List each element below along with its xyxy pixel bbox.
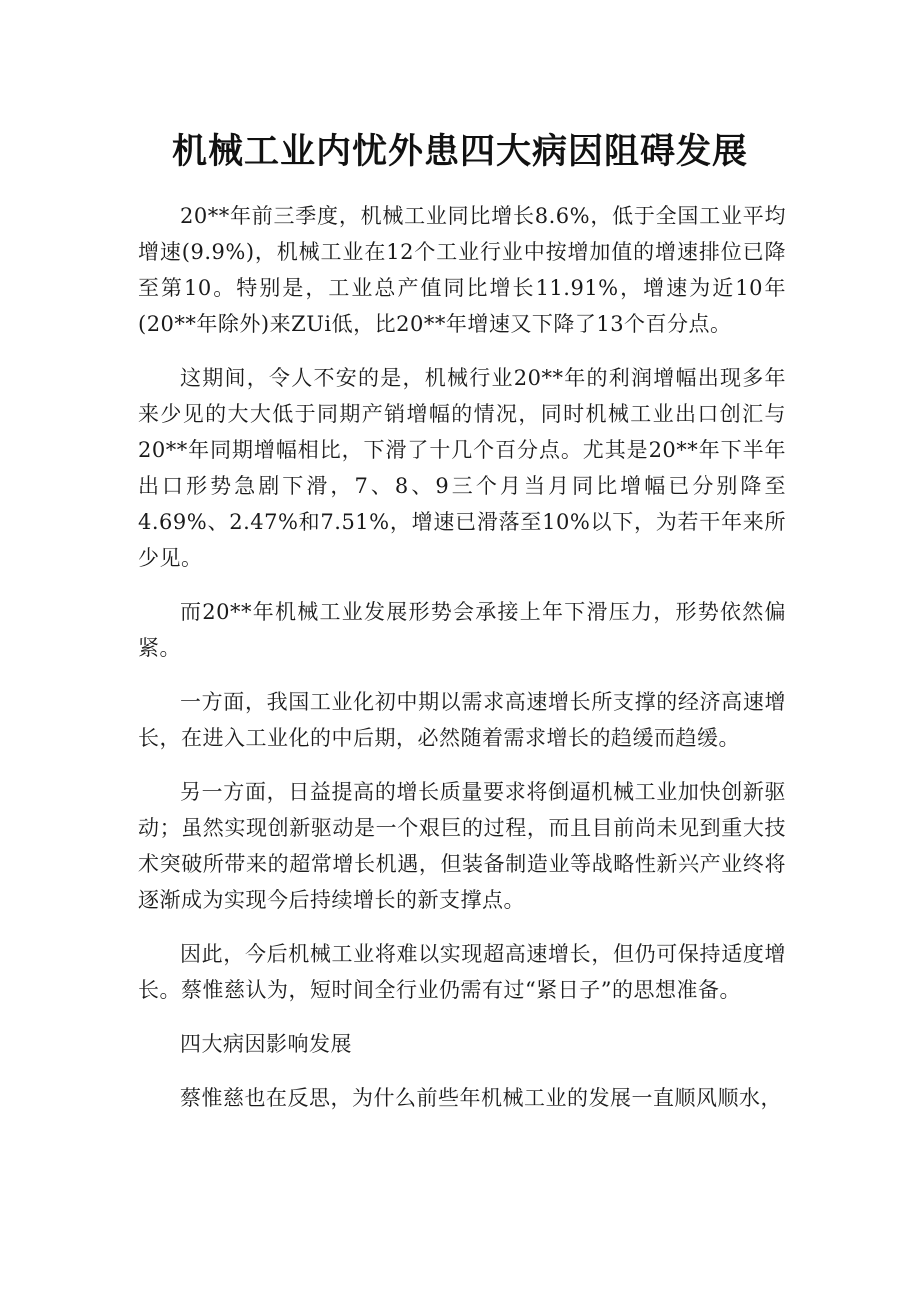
paragraph-3: 而20**年机械工业发展形势会承接上年下滑压力，形势依然偏紧。 — [138, 600, 786, 660]
paragraph-1: 20**年前三季度，机械工业同比增长8.6%，低于全国工业平均增速(9.9%)，机械工业在12个工业行业中按增加值的增速排位已降至第10。特别是，工业总产值同比增长11.91%，增速为近10年(20**年除外)来ZUi低，比20**年增速又下降了13个百分点。 — [138, 204, 786, 336]
document-title: 机械工业内忧外患四大病因阻碍发展 — [171, 132, 748, 172]
paragraph-4: 一方面，我国工业化初中期以需求高速增长所支撑的经济高速增长，在进入工业化的中后期，必然随着需求增长的趋缓而趋缓。 — [138, 690, 786, 750]
document-body — [138, 198, 786, 1134]
section-heading: 四大病因影响发展 — [180, 1032, 352, 1056]
paragraph-7: 蔡惟慈也在反思，为什么前些年机械工业的发展一直顺风顺水， — [180, 1086, 782, 1110]
paragraph-5: 另一方面，日益提高的增长质量要求将倒逼机械工业加快创新驱动；虽然实现创新驱动是一个艰巨的过程，而且目前尚未见到重大技术突破所带来的超常增长机遇，但装备制造业等战略性新兴产业终将逐渐成为实现今后持续增长的新支撑点。 — [138, 780, 786, 912]
paragraph-6: 因此，今后机械工业将难以实现超高速增长，但仍可保持适度增长。蔡惟慈认为，短时间全行业仍需有过“紧日子”的思想准备。 — [138, 942, 786, 1002]
paragraph-2: 这期间，令人不安的是，机械行业20**年的利润增幅出现多年来少见的大大低于同期产销增幅的情况，同时机械工业出口创汇与20**年同期增幅相比，下滑了十几个百分点。尤其是20**年下半年出口形势急剧下滑，7、8、9三个月当月同比增幅已分别降至4.69%、2.47%和7.51%，增速已滑落至10%以下，为若干年来所少见。 — [138, 366, 786, 570]
